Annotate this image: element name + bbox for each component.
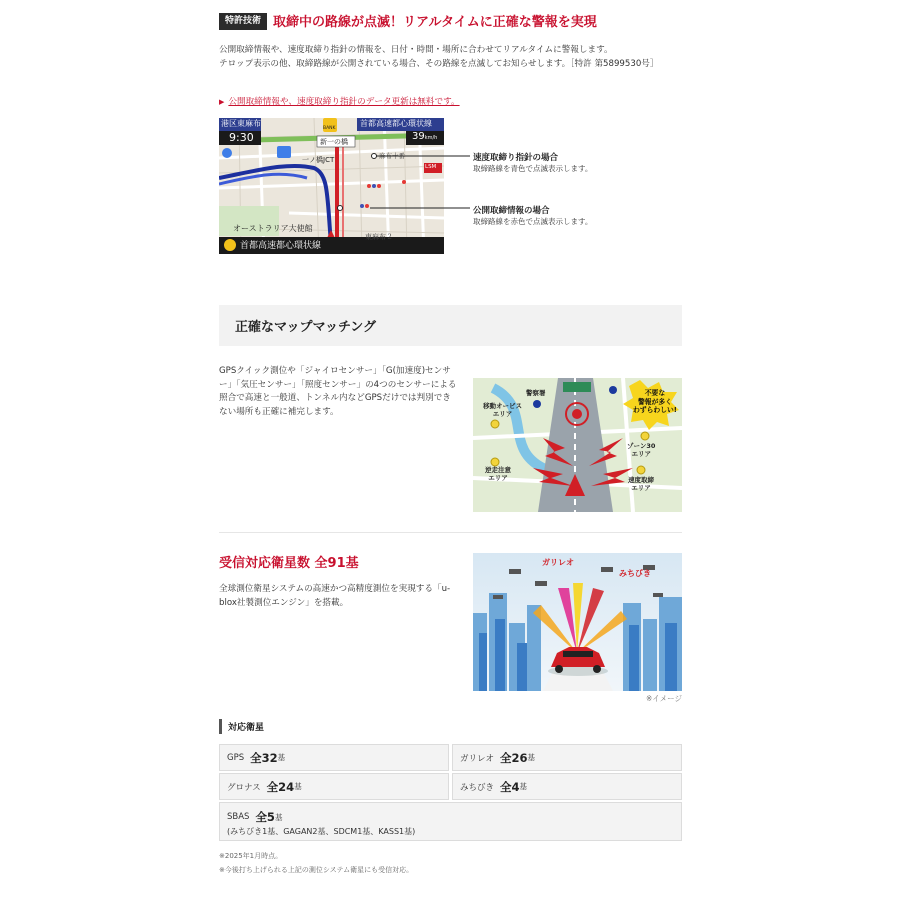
callout-leader-lines [370,150,480,216]
annoying-alerts-bubble: 不要な 警報が多く わずらわしい! [633,389,677,414]
gps-unit: 基 [277,753,286,762]
heading-bar [219,719,222,734]
map-route-name: 首都高速都心環状線 [360,119,432,128]
sbas-unit: 基 [274,812,283,822]
wrong-way-label: 逆走注意 エリア [485,466,511,482]
map-poi-azabujuban: 麻布十番 [379,152,405,160]
section2-description: GPSクイック測位や「ジャイロセンサー」「G(加速度)センサー」「気圧センサー」「照度センサー」の4つのセンサーによる照合で高速と一般道、トンネル内などGPSだけでは判別できない場所も正確に補完します。 [219,366,457,417]
map-speed-unit: km/h [424,135,438,141]
satellite-illustration [473,553,682,691]
glonass-unit: 基 [294,782,302,791]
image-note: ※イメージ [645,694,682,703]
sbas-row [227,809,681,825]
section1-desc-line2: テロップ表示の他、取締路線が公開されている場合、その路線を点滅してお知らせします。［特許 第5899530号］ [219,58,659,69]
michibiki-cell-label: みちびき [460,782,495,793]
glonass-count: 全24 [266,779,295,794]
callout1-sub: 取締路線を青色で点滅表示します。 [473,164,593,173]
map-clock: 9:30 [229,131,254,144]
sbas-count: 全5 [255,810,275,824]
map-poi-shinichinohashi: 新一の橋 [320,138,348,146]
speed-trap-label: 速度取締 エリア [628,476,654,492]
section1-title: 取締中の路線が点滅！リアルタイムに正確な警報を実現 [273,15,597,30]
sbas-cell [219,802,682,841]
footnote-date: ※2025年1月時点。 [219,852,283,860]
michibiki-count: 全4 [500,779,520,794]
map-poi-higashiazabu: 東麻布２ [365,233,393,241]
gps-count: 全32 [250,750,278,765]
map-bank-label: BANK [323,126,336,131]
map-poi-embassy: オーストラリア大使館 [233,224,313,233]
gps-cell [219,744,449,771]
callout1-title: 速度取締り指針の場合 [473,153,559,163]
map-matching-illustration [473,378,682,512]
free-update-link-text: 公開取締情報や、速度取締り指針のデータ更新は無料です。 [228,97,460,107]
footnote-future: ※今後打ち上げられる上記の測位システム衛星にも受信対応。 [219,866,414,874]
supported-satellites-heading: 対応衛星 [228,723,265,733]
galileo-unit: 基 [527,753,536,762]
gps-label: GPS [227,752,245,763]
michibiki-label: みちびき [619,569,651,578]
section1-desc-line1: 公開取締情報や、速度取締り指針の情報を、日付・時間・場所に合わせてリアルタイムに警報します。 [219,45,613,55]
glonass-cell [219,773,449,800]
glonass-label: グロナス [227,782,261,793]
section1-description [219,44,681,71]
zone30-label: ゾーン30 エリア [627,442,656,458]
map-speed [412,131,437,142]
sbas-label: SBAS [227,812,250,822]
map-poi-jct: 一ノ橋JCT [302,156,335,164]
map-bottom-route: 首都高速都心環状線 [240,241,322,251]
michibiki-cell [452,773,682,800]
section3-description: 全球測位衛星システムの高速かつ高精度測位を実現する「u-blox社製測位エンジン」を搭載。 [219,584,451,608]
callout2-title: 公開取締情報の場合 [473,206,550,216]
callout2-dot [336,204,346,214]
free-update-link[interactable] [219,95,460,107]
section-divider [219,532,682,533]
galileo-count: 全26 [500,750,528,765]
map-area-name: 港区東麻布 [221,119,261,128]
triangle-right-icon: ▶ [219,98,225,106]
mobile-orbis-label: 移動オービス エリア [483,402,522,418]
section2-title: 正確なマップマッチング [235,320,377,335]
section3-title: 受信対応衛星数 全91基 [219,556,359,571]
map-speed-value: 39 [412,131,425,142]
michibiki-unit: 基 [519,782,528,791]
callout2-sub: 取締路線を赤色で点滅表示します。 [473,217,593,226]
sbas-detail: (みちびき1基、GAGAN2基、SDCM1基、KASS1基) [227,827,416,836]
galileo-cell [452,744,682,771]
map-lsm-label: LSM [425,164,437,170]
galileo-label: ガリレオ [542,558,574,567]
patent-badge: 特許技術 [219,13,267,30]
galileo-cell-label: ガリレオ [460,753,495,764]
police-station-label: 警察署 [526,389,546,397]
